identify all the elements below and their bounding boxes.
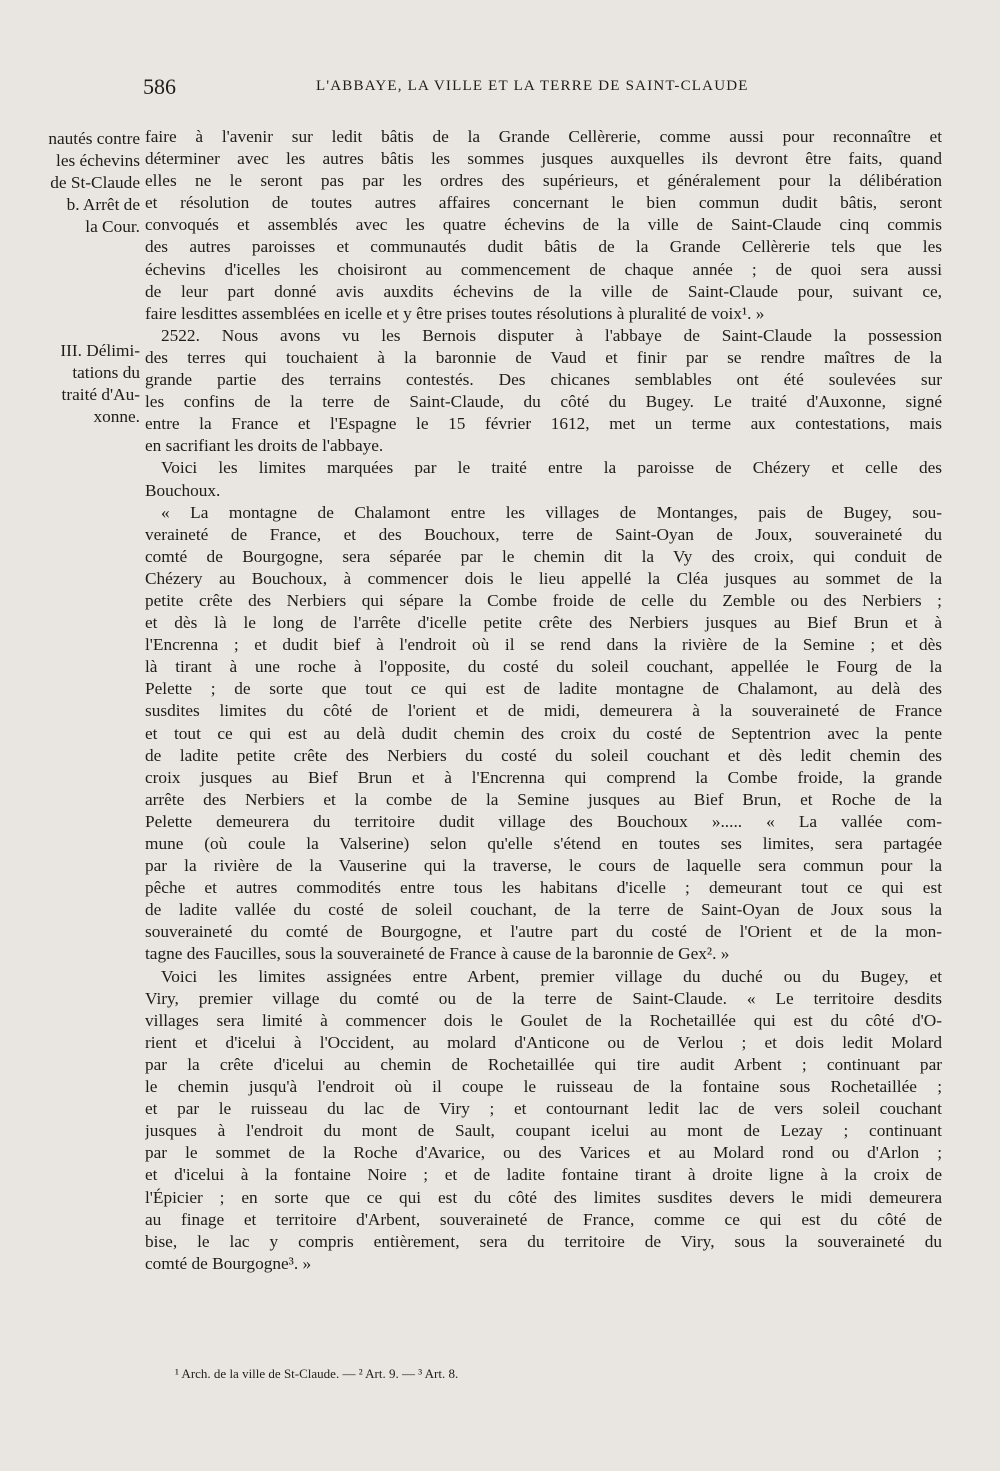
text-line: arrête des Nerbiers et la combe de la Semine jusques au Bief Brun, et Roche de la bbox=[145, 789, 942, 809]
page-header bbox=[0, 74, 1000, 100]
text-line: comté de Bourgogne³. » bbox=[145, 1253, 312, 1273]
text-line: villages sera limité à commencer dois le Goulet de la Rochetaillée qui est du côté d'O- bbox=[145, 1010, 942, 1030]
text-line: croix jusques au Bief Brun et à l'Encrenna qui comprend la Combe froide, la grande bbox=[145, 767, 942, 787]
text-line: et d'icelui à la fontaine Noire ; et de ladite fontaine tirant à droite ligne à la croix de bbox=[145, 1165, 942, 1185]
margin-note-line: III. Délimi- bbox=[60, 341, 140, 360]
page-number: 586 bbox=[143, 74, 176, 99]
text-line: là tirant à une roche à l'opposite, du costé du soleil couchant, appellée le Fourg de la bbox=[145, 657, 942, 677]
text-line: de ladite petite crête des Nerbiers du costé du soleil couchant et dès ledit chemin des bbox=[145, 745, 942, 765]
footnotes: ¹ Arch. de la ville de St-Claude. — ² Art. 9. — ³ Art. 8. bbox=[175, 1366, 459, 1381]
text-line: 2522. Nous avons vu les Bernois disputer à l'abbaye de Saint-Claude la possession bbox=[161, 325, 942, 345]
text-line: veraineté de France, et des Bouchoux, terre de Saint-Oyan de Joux, souveraineté du bbox=[145, 524, 942, 544]
margin-note-line: tations du bbox=[72, 363, 140, 383]
text-line: grande partie des terrains contestés. Des chicanes semblables ont été soulevées sur bbox=[145, 370, 942, 390]
text-line: rient et d'icelui à l'Occident, au molard d'Anticone ou de Verlou ; et dois ledit Molard bbox=[145, 1032, 942, 1052]
text-line: de leur part donné avis auxdits échevins de la ville de Saint-Claude pour, suivant ce, bbox=[145, 281, 942, 301]
text-line: jusques à l'endroit du mont de Sault, coupant icelui au mont de Lezay ; continuant bbox=[145, 1121, 942, 1141]
text-line: l'Épicier ; en sorte que ce qui est du côté des limites susdites devers le midi demeurera bbox=[145, 1187, 942, 1207]
margin-note bbox=[34, 128, 140, 238]
text-line: Viry, premier village du comté ou de la terre de Saint-Claude. « Le territoire desdits bbox=[145, 988, 942, 1008]
text-line: Pelette demeurera du territoire dudit village des Bouchoux »..... « La vallée com- bbox=[145, 811, 942, 831]
text-line: des terres qui touchaient à la baronnie de Vaud et finir par se rendre maîtres de la bbox=[145, 347, 942, 367]
text-line: petite crête des Nerbiers qui sépare la Combe froide de celle du Zemble ou des Nerbiers ; bbox=[145, 590, 942, 610]
text-line: faire lesdittes assemblées en icelle et y être prises toutes résolutions à pluralité de voix¹. » bbox=[145, 303, 765, 323]
text-line: convoqués et assemblés avec les quatre échevins de la ville de Saint-Claude cinq commis bbox=[145, 215, 942, 235]
text-line: au finage et territoire d'Arbent, souveraineté de France, comme ce qui est du côté de bbox=[145, 1209, 942, 1229]
text-line: en sacrifiant les droits de l'abbaye. bbox=[145, 436, 384, 456]
text-line: comté de Bourgogne, sera séparée par le chemin dit la Vy des croix, qui conduit de bbox=[145, 546, 942, 566]
text-line: Chézery au Bouchoux, à commencer dois le lieu appellé la Cléa jusques au sommet de la bbox=[145, 568, 942, 588]
margin-note-line: traité d'Au- bbox=[61, 385, 140, 405]
margin-note-line: la Cour. bbox=[85, 217, 140, 237]
text-line: par la rivière de la Vauserine qui la traverse, le cours de laquelle sera commun pour la bbox=[145, 856, 942, 876]
margin-note-line: nautés contre bbox=[48, 129, 140, 148]
text-line: susdites limites du côté de l'orient et de midi, demeurera à la souveraineté de France bbox=[145, 701, 942, 721]
text-line: elles ne le seront pas par les ordres des supérieurs, et généralement pour la délibération bbox=[145, 171, 942, 191]
text-line: souveraineté du comté de Bourgogne, et l'autre part du costé de l'Orient et de la mon- bbox=[145, 922, 942, 942]
text-line: par le sommet de la Roche d'Avarice, ou des Varices et au Molard rond ou d'Arlon ; bbox=[145, 1143, 942, 1163]
margin-note-line: de St-Claude bbox=[50, 173, 140, 193]
margin-note-line: b. Arrêt de bbox=[66, 195, 140, 215]
text-line: et tout ce qui est au delà dudit chemin des croix du costé de Septentrion avec la pente bbox=[145, 723, 942, 743]
text-line: Pelette ; de sorte que tout ce qui est de ladite montagne de Chalamont, au delà des bbox=[145, 679, 942, 699]
text-line: et par le ruisseau du lac de Viry ; et contournant ledit lac de vers soleil couchant bbox=[145, 1099, 942, 1119]
text-line: et résolution de toutes autres affaires concernant le bien commun dudit bâtis, seront bbox=[145, 193, 942, 213]
text-line: Voici les limites assignées entre Arbent, premier village du duché ou du Bugey, et bbox=[161, 966, 942, 986]
text-line: échevins d'icelles les choisiront au commencement de chaque année ; de quoi sera aussi bbox=[145, 259, 942, 279]
text-line: faire à l'avenir sur ledit bâtis de la Grande Cellèrerie, comme aussi pour reconnaître et bbox=[145, 127, 942, 146]
text-line: l'Encrenna ; et dudit bief à l'endroit où il se rend dans la rivière de la Semine ; et dès bbox=[145, 635, 942, 655]
text-line: le chemin jusqu'à l'endroit où il coupe le ruisseau de la fontaine sous Rochetaillée ; bbox=[145, 1077, 942, 1097]
text-line: les confins de la terre de Saint-Claude, du côté du Bugey. Le traité d'Auxonne, signé bbox=[145, 392, 942, 412]
text-line: des autres paroisses et communautés dudit bâtis de la Grande Cellèrerie tels que les bbox=[145, 237, 942, 257]
margin-note-line: les échevins bbox=[56, 151, 140, 171]
text-line: Voici les limites marquées par le traité entre la paroisse de Chézery et celle des bbox=[161, 458, 942, 478]
text-line: « La montagne de Chalamont entre les villages de Montanges, pais de Bugey, sou- bbox=[161, 502, 942, 522]
text-line: de ladite vallée du costé de soleil couchant, de la terre de Saint-Oyan de Joux sous la bbox=[145, 900, 942, 920]
text-line: déterminer avec les autres bâtis les sommes jusques auxquelles ils devront être faits, quand bbox=[145, 149, 942, 169]
text-line: bise, le lac y compris entièrement, sera du territoire de Viry, sous la souveraineté du bbox=[145, 1231, 942, 1251]
text-line: tagne des Faucilles, sous la souveraineté de France à cause de la baronnie de Gex². » bbox=[145, 944, 730, 964]
body-text bbox=[145, 126, 942, 1275]
margin-note bbox=[34, 340, 140, 428]
text-line: et dès là le long de l'arrête d'icelle petite crête des Nerbiers jusques au Bief Brun et à bbox=[145, 613, 942, 633]
text-line: pêche et autres commodités entre tous les habitans d'icelle ; demeurant tout ce qui est bbox=[145, 878, 942, 898]
margin-note-line: xonne. bbox=[93, 407, 140, 427]
running-title: L'ABBAYE, LA VILLE ET LA TERRE DE SAINT-CLAUDE bbox=[316, 78, 749, 94]
text-line: mune (où coule la Valserine) selon qu'elle s'étend en toutes ses limites, sera partagée bbox=[145, 834, 942, 853]
text-line: Bouchoux. bbox=[145, 480, 221, 500]
text-line: par la crête d'icelui au chemin de Rochetaillée qui tire audit Arbent ; continuant par bbox=[145, 1054, 942, 1074]
text-line: entre la France et l'Espagne le 15 février 1612, met un terme aux contestations, mais bbox=[145, 414, 942, 434]
